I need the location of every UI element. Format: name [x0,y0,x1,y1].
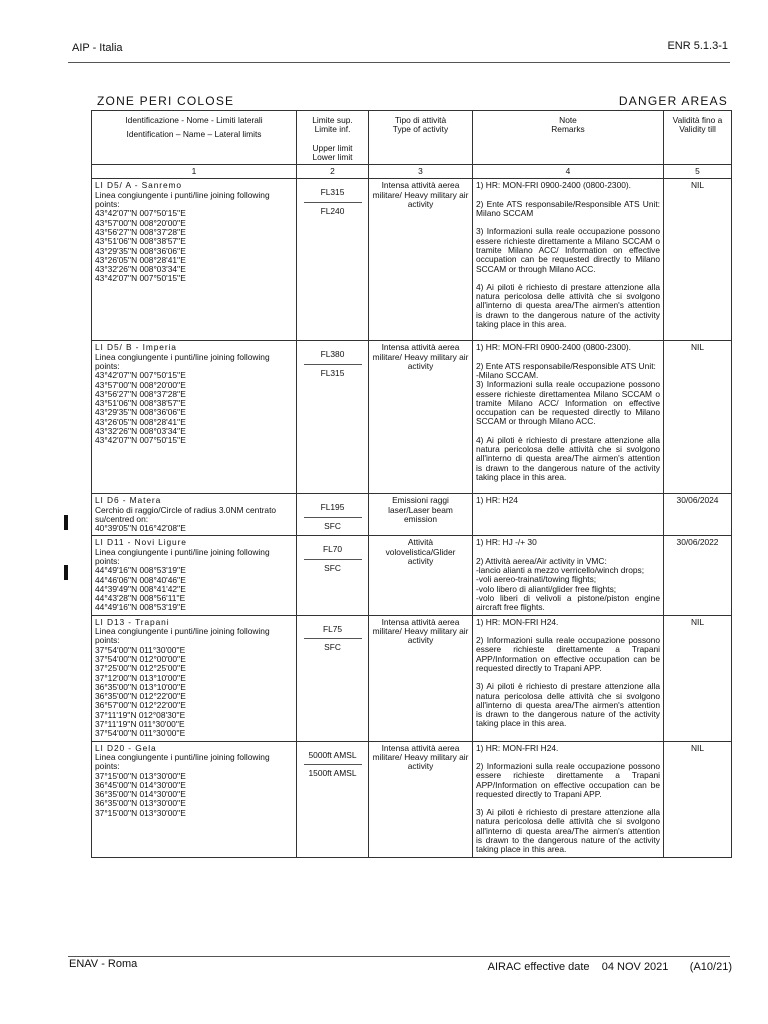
zone-name: LI D5/ B - Imperia [95,342,177,353]
zone-name: LI D5/ A - Sanremo [95,180,182,191]
remark: 3) Ai piloti è richiesto di prestare attenzione alla natura pericolosa delle attività che si svolgono all'interno di questa area/The airmen's attention is drawn to the dangerous nature of the activity taking place in this area. [476,807,660,855]
table-header-row [92,111,732,165]
zone-name: LI D13 - Trapani [95,616,170,627]
page-footer-left: ENAV - Roma [69,958,138,970]
table-row [92,615,732,741]
remark: 1) HR: MON-FRI 0900-2400 (0800-2300). [476,180,632,191]
zone-description: Linea congiungente i punti/line joining following points: [95,546,270,566]
remark: 4) Ai piloti è richiesto di prestare attenzione alla natura pericolosa delle attività che si svolgono all'interno di questa area/The airmen's attention is drawn to the dangerous nature of the activity taking place in this area. [476,281,660,330]
page-footer-right: AIRAC effective date 04 NOV 2021 (A10/21) [487,961,732,973]
limit-divider [304,517,362,518]
zone-coordinates: 40°39'05''N 016°42'08''E [95,523,186,534]
lower-limit: SFC [324,520,341,531]
remarks-cell [473,741,664,857]
remark: 3) Informazioni sulla reale occupazione possono essere richieste direttamente a Milano SCCAM o tramite Milano ACC/ Information on effective occupation can be requested directly to Milano SCCAM or through Milano ACC. [476,226,660,274]
limits-cell [297,536,369,615]
zone-coordinates: 44°49'16''N 008°53'19''E 44°46'06''N 008°40'46''E 44°39'49''N 008°41'42''E 44°43'28''N 008°56'11''E 44°49'16''N 008°53'19''E [95,565,186,613]
zone-description: Linea congiungente i punti/line joining following points: [95,751,270,772]
zone-identification-cell [92,341,297,494]
remark: 2) Informazioni sulla reale occupazione possono essere richieste direttamente a Trapani APP/Information on effective occupation can be requested directly to Trapani APP. [476,760,660,799]
remark: 1) HR: MON-FRI H24. [476,616,559,627]
section-title-it: ZONE PERI COLOSE [97,94,235,108]
zone-description: Linea congiungente i punti/line joining following points: [95,351,270,371]
limit-divider [304,364,362,365]
validity: NIL [664,179,732,341]
column-number: 4 [473,165,664,179]
activity-type: Intensa attività aerea militare/ Heavy military air activity [369,341,473,494]
zone-identification-cell [92,494,297,536]
upper-limit: FL70 [322,544,343,555]
validity: NIL [664,741,732,857]
zone-name: LI D6 - Matera [95,495,162,506]
remark: 2) Attività aerea/Air activity in VMC: -lancio alianti a mezzo verricello/winch drops; -voli aereo-trainati/towing flights; -volo libero di alianti/glider free flights; -volo liberi di velivoli a pistone/piston engine aircraft free flights. [476,555,660,613]
table-row [92,341,732,494]
page-header-left: AIP - Italia [72,42,123,54]
validity: NIL [664,341,732,494]
limits-cell [297,494,369,536]
column-number: 2 [297,165,369,179]
col-header-limits [297,111,369,165]
zone-description: Linea congiungente i punti/line joining following points: [95,626,270,646]
remark: 4) Ai piloti è richiesto di prestare attenzione alla natura pericolosa delle attività che si svolgono all'interno di questa area/The airmen's attention is drawn to the dangerous nature of the activity taking place in this area. [476,434,660,482]
lower-limit: SFC [324,642,341,653]
limit-divider [304,202,362,203]
remarks-cell [473,341,664,494]
activity-type: Emissioni raggi laser/Laser beam emission [369,494,473,536]
limits-cell [297,341,369,494]
col-header-limits-it: Limite sup. Limite inf. [312,115,353,135]
remark: 3) Ai piloti è richiesto di prestare attenzione alla natura pericolosa delle attività che si svolgono all'interno di questa area/The airmen's attention is drawn to the dangerous nature of the activity taking place in this area. [476,681,660,729]
col-header-remarks: Note Remarks [473,111,664,165]
column-number: 5 [664,165,732,179]
lower-limit: 1500ft AMSL [308,767,357,778]
col-header-activity: Tipo di attività Type of activity [369,111,473,165]
zone-name: LI D11 - Novi Ligure [95,537,187,548]
table-row [92,494,732,536]
remark: 2) Ente ATS responsabile/Responsible ATS Unit: -Milano SCCAM. 3) Informazioni sulla reale occupazione possono essere richieste direttamentea Milano SCCAM o tramite Milano ACC/ Information on effective occupation can be requested directly to Milano SCCAM or through Milano ACC. [476,360,660,427]
activity-type: Intensa attività aerea militare/ Heavy military air activity [369,179,473,341]
remarks-cell [473,615,664,741]
validity: 30/06/2022 [664,536,732,615]
section-title-en: DANGER AREAS [618,94,728,108]
activity-type: Intensa attività aerea militare/ Heavy military air activity [369,615,473,741]
upper-limit: FL380 [320,349,345,360]
upper-limit: FL195 [320,502,345,513]
zone-coordinates: 37°54'00''N 011°30'00''E 37°54'00''N 012°00'00''E 37°25'00''N 012°25'00''E 37°12'00''N 013°10'00''E 36°35'00''N 013°10'00''E 36°35'00''N 012°22'00''E 36°57'00''N 012°22'00''E 37°11'19''N 012°08'30''E 37°11'19''N 011°30'00''E 37°54'00''N 011°30'00''E [95,644,186,739]
upper-limit: FL315 [320,187,345,198]
table-row [92,179,732,341]
limits-cell [297,741,369,857]
limits-cell [297,615,369,741]
remark: 2) Informazioni sulla reale occupazione possono essere richieste direttamente a Trapani APP/Information on effective occupation can be requested directly to Trapani APP. [476,635,660,673]
zone-identification-cell [92,615,297,741]
change-bar [64,515,68,530]
validity: 30/06/2024 [664,494,732,536]
validity: NIL [664,615,732,741]
remarks-cell [473,494,664,536]
zone-coordinates: 43°42'07''N 007°50'15''E 43°57'00''N 008°20'00''E 43°56'27''N 008°37'28''E 43°51'06''N 008°38'57''E 43°29'35''N 008°36'06''E 43°26'05''N 008°28'41''E 43°32'26''N 008°03'34''E 43°42'07''N 007°50'15''E [95,208,186,284]
remark: 1) HR: MON-FRI H24. [476,742,559,753]
activity-type: Intensa attività aerea militare/ Heavy military air activity [369,741,473,857]
remarks-cell [473,179,664,341]
remark: 1) HR: MON-FRI 0900-2400 (0800-2300). [476,342,632,353]
col-header-identification-en: Identification – Name – Lateral limits [126,129,262,140]
column-number-row [92,165,732,179]
zone-name: LI D20 - Gela [95,742,157,753]
lower-limit: FL315 [320,367,345,378]
footer-rule [68,956,730,957]
header-rule [68,62,730,63]
zone-coordinates: 37°15'00''N 013°30'00''E 36°45'00''N 014°30'00''E 36°35'00''N 014°30'00''E 36°35'00''N 013°30'00''E 37°15'00''N 013°30'00''E [95,770,186,818]
zone-coordinates: 43°42'07''N 007°50'15''E 43°57'00''N 008°20'00''E 43°56'27''N 008°37'28''E 43°51'06''N 008°38'57''E 43°29'35''N 008°36'06''E 43°26'05''N 008°28'41''E 43°32'26''N 008°03'34''E 43°42'07''N 007°50'15''E [95,370,186,446]
upper-limit: 5000ft AMSL [308,749,357,760]
remark: 2) Ente ATS responsabile/Responsible ATS Unit: Milano SCCAM [476,198,660,219]
col-header-identification [92,111,297,165]
change-bar [64,565,68,580]
remark: 1) HR: HJ -/+ 30 [476,537,537,548]
remark: 1) HR: H24 [476,495,518,506]
table-row [92,741,732,857]
zone-identification-cell [92,179,297,341]
limit-divider [304,559,362,560]
limits-cell [297,179,369,341]
danger-areas-table [91,110,732,858]
column-number: 3 [369,165,473,179]
zone-identification-cell [92,741,297,857]
page-header-right: ENR 5.1.3-1 [667,40,728,52]
activity-type: Attività volovelistica/Glider activity [369,536,473,615]
remarks-cell [473,536,664,615]
lower-limit: FL240 [320,205,345,216]
zone-description: Linea congiungente i punti/line joining following points: [95,189,270,210]
col-header-identification-it: Identificazione - Nome - Limiti laterali [125,115,263,125]
column-number: 1 [92,165,297,179]
zone-description: Cerchio di raggio/Circle of radius 3.0NM centrato su/centred on: [95,504,277,524]
upper-limit: FL75 [322,623,343,634]
table-row [92,536,732,615]
limit-divider [304,764,362,765]
limit-divider [304,638,362,639]
lower-limit: SFC [324,562,341,573]
zone-identification-cell [92,536,297,615]
col-header-limits-en: Upper limit Lower limit [312,142,353,162]
col-header-validity: Validità fino a Validity till [664,111,732,165]
